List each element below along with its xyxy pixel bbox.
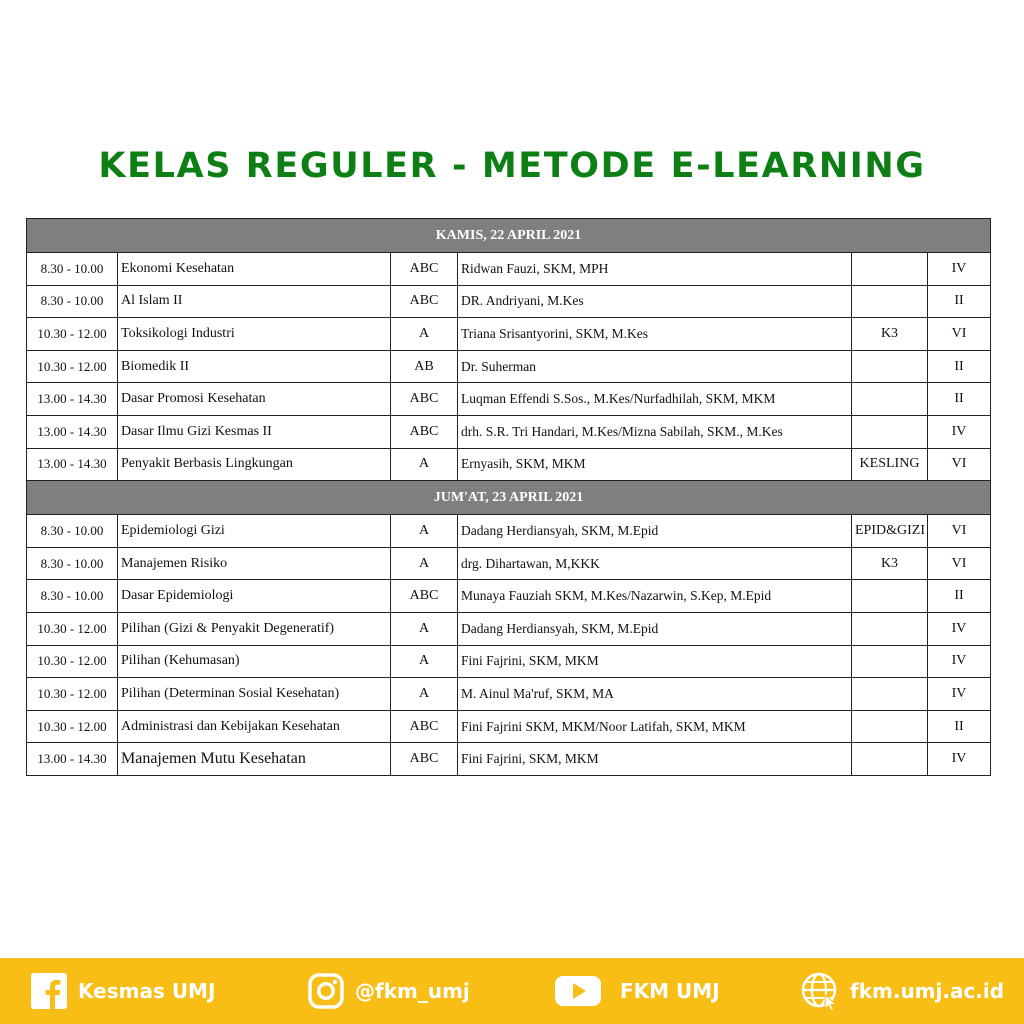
- peminatan-cell: [852, 645, 928, 678]
- course-cell: Dasar Epidemiologi: [118, 580, 391, 613]
- day-header: KAMIS, 22 APRIL 2021: [27, 219, 991, 253]
- semester-cell: IV: [928, 253, 991, 286]
- course-cell: Manajemen Risiko: [118, 547, 391, 580]
- lecturer-cell: Triana Srisantyorini, SKM, M.Kes: [458, 318, 852, 351]
- table-row: [27, 743, 991, 776]
- peminatan-cell: EPID&GIZI: [852, 515, 928, 548]
- class-cell: ABC: [391, 415, 458, 448]
- time-cell: 10.30 - 12.00: [27, 318, 118, 351]
- class-cell: ABC: [391, 285, 458, 318]
- lecturer-cell: Ridwan Fauzi, SKM, MPH: [458, 253, 852, 286]
- class-cell: A: [391, 678, 458, 711]
- class-cell: AB: [391, 350, 458, 383]
- youtube-link[interactable]: [554, 972, 720, 1010]
- course-cell: Biomedik II: [118, 350, 391, 383]
- semester-cell: VI: [928, 448, 991, 481]
- table-row: [27, 645, 991, 678]
- lecturer-cell: Luqman Effendi S.Sos., M.Kes/Nurfadhilah, SKM, MKM: [458, 383, 852, 416]
- peminatan-cell: [852, 678, 928, 711]
- peminatan-cell: [852, 415, 928, 448]
- class-cell: A: [391, 318, 458, 351]
- time-cell: 10.30 - 12.00: [27, 645, 118, 678]
- semester-cell: II: [928, 383, 991, 416]
- table-row: [27, 547, 991, 580]
- peminatan-cell: [852, 580, 928, 613]
- peminatan-cell: [852, 612, 928, 645]
- semester-cell: IV: [928, 612, 991, 645]
- footer-bar: [0, 958, 1024, 1024]
- table-row: [27, 515, 991, 548]
- schedule-body: [27, 219, 991, 776]
- semester-cell: II: [928, 285, 991, 318]
- time-cell: 13.00 - 14.30: [27, 415, 118, 448]
- peminatan-cell: [852, 350, 928, 383]
- lecturer-cell: drh. S.R. Tri Handari, M.Kes/Mizna Sabilah, SKM., M.Kes: [458, 415, 852, 448]
- course-cell: Ekonomi Kesehatan: [118, 253, 391, 286]
- facebook-icon: [30, 972, 68, 1010]
- time-cell: 8.30 - 10.00: [27, 547, 118, 580]
- time-cell: 8.30 - 10.00: [27, 515, 118, 548]
- peminatan-cell: [852, 383, 928, 416]
- table-row: [27, 612, 991, 645]
- course-cell: Manajemen Mutu Kesehatan: [118, 743, 391, 776]
- lecturer-cell: DR. Andriyani, M.Kes: [458, 285, 852, 318]
- semester-cell: II: [928, 710, 991, 743]
- youtube-icon: [554, 972, 602, 1010]
- website-label: fkm.umj.ac.id: [850, 979, 1005, 1003]
- table-row: [27, 285, 991, 318]
- table-row: [27, 678, 991, 711]
- instagram-icon: [307, 972, 345, 1010]
- time-cell: 8.30 - 10.00: [27, 580, 118, 613]
- table-row: [27, 415, 991, 448]
- schedule-table: [26, 218, 991, 776]
- class-cell: A: [391, 612, 458, 645]
- youtube-label: FKM UMJ: [620, 979, 720, 1003]
- time-cell: 13.00 - 14.30: [27, 743, 118, 776]
- class-cell: A: [391, 448, 458, 481]
- semester-cell: II: [928, 580, 991, 613]
- table-row: [27, 350, 991, 383]
- instagram-link[interactable]: [307, 972, 470, 1010]
- facebook-label: Kesmas UMJ: [78, 979, 216, 1003]
- table-row: [27, 318, 991, 351]
- semester-cell: IV: [928, 743, 991, 776]
- lecturer-cell: Dadang Herdiansyah, SKM, M.Epid: [458, 515, 852, 548]
- lecturer-cell: Munaya Fauziah SKM, M.Kes/Nazarwin, S.Kep, M.Epid: [458, 580, 852, 613]
- course-cell: Dasar Ilmu Gizi Kesmas II: [118, 415, 391, 448]
- peminatan-cell: [852, 710, 928, 743]
- lecturer-cell: Ernyasih, SKM, MKM: [458, 448, 852, 481]
- semester-cell: VI: [928, 547, 991, 580]
- semester-cell: VI: [928, 515, 991, 548]
- class-cell: ABC: [391, 580, 458, 613]
- day-header: JUM'AT, 23 APRIL 2021: [27, 481, 991, 515]
- course-cell: Pilihan (Determinan Sosial Kesehatan): [118, 678, 391, 711]
- peminatan-cell: KESLING: [852, 448, 928, 481]
- table-row: [27, 253, 991, 286]
- table-row: [27, 710, 991, 743]
- table-row: [27, 580, 991, 613]
- time-cell: 10.30 - 12.00: [27, 678, 118, 711]
- table-row: [27, 448, 991, 481]
- lecturer-cell: Fini Fajrini SKM, MKM/Noor Latifah, SKM, MKM: [458, 710, 852, 743]
- semester-cell: II: [928, 350, 991, 383]
- peminatan-cell: K3: [852, 547, 928, 580]
- course-cell: Al Islam II: [118, 285, 391, 318]
- time-cell: 10.30 - 12.00: [27, 350, 118, 383]
- class-cell: ABC: [391, 743, 458, 776]
- class-cell: A: [391, 645, 458, 678]
- lecturer-cell: Dr. Suherman: [458, 350, 852, 383]
- time-cell: 13.00 - 14.30: [27, 383, 118, 416]
- class-cell: ABC: [391, 710, 458, 743]
- lecturer-cell: Fini Fajrini, SKM, MKM: [458, 645, 852, 678]
- day-header-row: [27, 481, 991, 515]
- time-cell: 13.00 - 14.30: [27, 448, 118, 481]
- time-cell: 8.30 - 10.00: [27, 253, 118, 286]
- course-cell: Pilihan (Kehumasan): [118, 645, 391, 678]
- semester-cell: IV: [928, 645, 991, 678]
- semester-cell: IV: [928, 678, 991, 711]
- semester-cell: IV: [928, 415, 991, 448]
- class-cell: ABC: [391, 383, 458, 416]
- course-cell: Epidemiologi Gizi: [118, 515, 391, 548]
- class-cell: ABC: [391, 253, 458, 286]
- time-cell: 10.30 - 12.00: [27, 710, 118, 743]
- facebook-link[interactable]: [30, 972, 215, 1010]
- peminatan-cell: [852, 743, 928, 776]
- lecturer-cell: drg. Dihartawan, M,KKK: [458, 547, 852, 580]
- peminatan-cell: K3: [852, 318, 928, 351]
- table-row: [27, 383, 991, 416]
- course-cell: Administrasi dan Kebijakan Kesehatan: [118, 710, 391, 743]
- course-cell: Penyakit Berbasis Lingkungan: [118, 448, 391, 481]
- website-link[interactable]: [800, 972, 1004, 1010]
- page-title: KELAS REGULER - METODE E-LEARNING: [98, 146, 926, 186]
- globe-icon: [800, 971, 840, 1011]
- lecturer-cell: Dadang Herdiansyah, SKM, M.Epid: [458, 612, 852, 645]
- class-cell: A: [391, 547, 458, 580]
- day-header-row: [27, 219, 991, 253]
- instagram-label: @fkm_umj: [355, 979, 470, 1003]
- time-cell: 8.30 - 10.00: [27, 285, 118, 318]
- peminatan-cell: [852, 285, 928, 318]
- course-cell: Pilihan (Gizi & Penyakit Degeneratif): [118, 612, 391, 645]
- time-cell: 10.30 - 12.00: [27, 612, 118, 645]
- lecturer-cell: M. Ainul Ma'ruf, SKM, MA: [458, 678, 852, 711]
- class-cell: A: [391, 515, 458, 548]
- lecturer-cell: Fini Fajrini, SKM, MKM: [458, 743, 852, 776]
- course-cell: Dasar Promosi Kesehatan: [118, 383, 391, 416]
- peminatan-cell: [852, 253, 928, 286]
- semester-cell: VI: [928, 318, 991, 351]
- course-cell: Toksikologi Industri: [118, 318, 391, 351]
